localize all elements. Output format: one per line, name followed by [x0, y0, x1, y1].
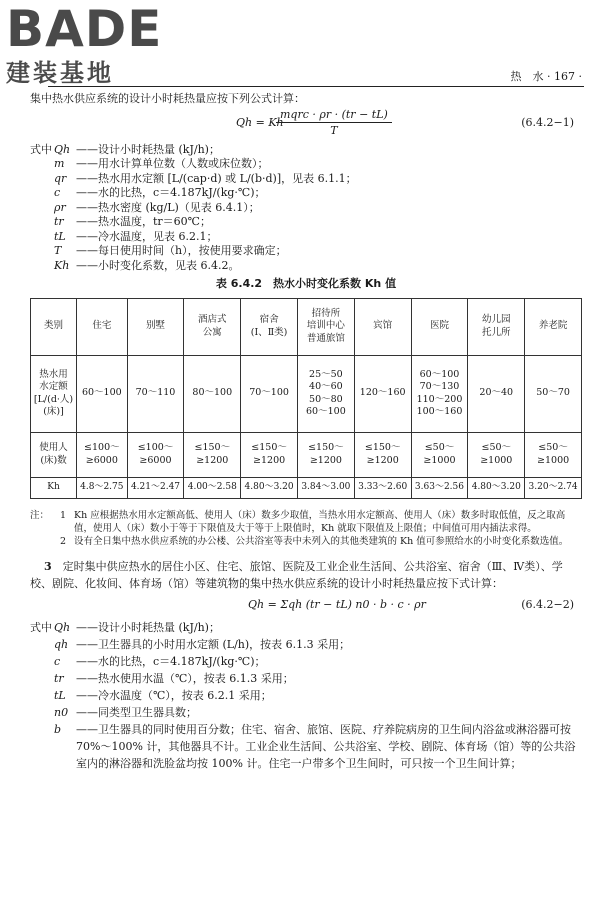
definition-symbol: c: [54, 186, 61, 199]
table-row: [31, 477, 582, 498]
running-header: 热 水 · 167 ·: [510, 70, 582, 83]
definition-lead: [30, 244, 54, 259]
definition-symbol: m: [54, 157, 65, 170]
formula-1: [30, 107, 582, 141]
definition-text: ——用水计算单位数（人数或床位数）；: [76, 157, 269, 170]
table-row-label: 热水用 水定额 [L/(d·人) (床)]: [31, 355, 77, 432]
definition-row: [30, 172, 582, 187]
definition-lead: [30, 157, 54, 172]
table-caption: 表 6.4.2 热水小时变化系数 Kh 值: [215, 277, 397, 290]
definition-row: [30, 215, 582, 230]
formula-1-denominator: T: [330, 123, 338, 137]
page-content: [30, 92, 582, 772]
definition-symbol: ρr: [54, 200, 66, 214]
formula-1-lhs: Qh = Kh: [236, 115, 284, 129]
definition-row: [30, 230, 582, 245]
definition-row: [30, 653, 582, 670]
definitions-2: [30, 619, 582, 772]
definition-text: ——冷水温度，见表 6.2.1；: [76, 229, 218, 243]
definitions-1: [30, 143, 582, 274]
table-cell: 3.20～2.74: [525, 477, 582, 498]
logo-mark: BADE: [6, 0, 163, 58]
definition-symbol: n0: [54, 705, 69, 719]
table-cell: ≤150～ ≥1200: [297, 432, 354, 477]
definition-text: ——冷水温度（℃），按表 6.2.1 采用；: [76, 688, 272, 702]
table-cell: 4.8～2.75: [77, 477, 128, 498]
definition-row: [30, 157, 582, 172]
brand-logo: [6, 0, 163, 88]
note-label: [30, 535, 60, 548]
table-cell: ≤50～ ≥1000: [468, 432, 525, 477]
note-item: [30, 509, 582, 535]
definition-lead: [30, 687, 54, 704]
note-number: 2: [60, 535, 67, 547]
definition-row: [30, 186, 582, 201]
table-cell: 4.80～3.20: [241, 477, 298, 498]
definition-text: ——每日使用时间（h），按使用要求确定；: [76, 244, 287, 257]
definition-symbol: Qh: [54, 142, 71, 156]
definition-symbol: Kh: [54, 258, 70, 272]
definition-lead: [30, 653, 54, 670]
table-cell: 60～100 70～130 110～200 100～160: [411, 355, 468, 432]
definition-symbol: c: [54, 654, 61, 668]
definition-lead: [30, 215, 54, 230]
table-cell: 4.00～2.58: [184, 477, 241, 498]
definition-symbol: tr: [54, 671, 64, 685]
logo-subtitle: 建装基地: [6, 59, 114, 87]
definition-text: ——小时变化系数，见表 6.4.2。: [76, 258, 240, 272]
definition-row: [30, 704, 582, 721]
table-cell: 4.21～2.47: [127, 477, 184, 498]
definition-symbol: tL: [54, 688, 66, 702]
definition-text: ——卫生器具的小时用水定额 (L/h)，按表 6.1.3 采用；: [76, 637, 351, 651]
table-cell: 120～160: [354, 355, 411, 432]
definition-row: [30, 244, 582, 259]
definition-symbol: Qh: [54, 620, 71, 634]
definition-symbol: qr: [54, 171, 67, 185]
table-cell: 50～70: [525, 355, 582, 432]
definition-symbol: T: [54, 244, 62, 257]
table-header-cell: 幼儿园 托儿所: [468, 298, 525, 355]
table-header-cell: 招待所 培训中心 普通旅馆: [297, 298, 354, 355]
table-header-cell: 养老院: [525, 298, 582, 355]
definition-lead: [30, 259, 54, 274]
definition-text: ——卫生器具的同时使用百分数；住宅、宿舍、旅馆、医院、疗养院病房的卫生间内浴盆或淋浴器可按 70%～100% 计，其他器具不计。工业企业生活间、公共浴室、学校、剧院、体育场（馆）等的公共浴室内的淋浴器和洗脸盆均按 100% 计。住宅一户带多个卫生间时，可只按一个卫生间计算；: [76, 722, 576, 770]
table-cell: 80～100: [184, 355, 241, 432]
definition-text: ——热水温度，tr＝60℃；: [76, 215, 211, 228]
table-header-cell: 别墅: [127, 298, 184, 355]
table-cell: ≤100～ ≥6000: [77, 432, 128, 477]
table-cell: 60～100: [77, 355, 128, 432]
table-cell: ≤150～ ≥1200: [241, 432, 298, 477]
definition-row: [30, 636, 582, 653]
section-3-number: 3: [44, 559, 52, 573]
definition-text: ——设计小时耗热量 (kJ/h)；: [76, 142, 220, 156]
definition-lead: [30, 186, 54, 201]
definition-text: ——同类型卫生器具数；: [76, 705, 197, 719]
table-row-label: Kh: [31, 477, 77, 498]
note-number: 1: [60, 509, 67, 521]
definition-row: [30, 259, 582, 274]
table-header-cell: 类别: [31, 298, 77, 355]
header-rule: [48, 86, 584, 87]
table-cell: 20～40: [468, 355, 525, 432]
table-header-cell: 宾馆: [354, 298, 411, 355]
definition-text: ——热水密度 (kg/L)（见表 6.4.1）；: [76, 200, 260, 214]
definition-symbol: b: [54, 722, 62, 736]
definition-lead: 式中: [30, 142, 52, 156]
definition-symbol: tr: [54, 215, 64, 228]
definition-text: ——水的比热，c＝4.187kJ/(kg·℃)；: [76, 654, 266, 668]
definition-lead: [30, 201, 54, 216]
table-header-cell: 酒店式 公寓: [184, 298, 241, 355]
definition-lead: [30, 172, 54, 187]
note-text: 设有全日集中热水供应系统的办公楼、公共浴室等表中未列入的其他类建筑的 Kh 值可参照给水的小时变化系数选值。: [74, 535, 569, 547]
definition-lead: [30, 230, 54, 245]
table-cell: ≤100～ ≥6000: [127, 432, 184, 477]
section-3: [30, 558, 582, 592]
section-3-text: 定时集中供应热水的居住小区、住宅、旅馆、医院及工业企业生活间、公共浴室、宿舍（Ⅲ、Ⅳ类）、学校、剧院、化妆间、体育场（馆）等建筑物的集中热水供应系统的设计小时耗热量应按下式计算：: [30, 559, 563, 590]
table-header-cell: 医院: [411, 298, 468, 355]
definition-row: [30, 201, 582, 216]
definition-text: ——热水使用水温（℃），按表 6.1.3 采用；: [76, 671, 294, 685]
table-cell: 3.33～2.60: [354, 477, 411, 498]
definition-row: [30, 619, 582, 636]
kh-table: [30, 298, 582, 499]
definition-lead: [30, 721, 54, 772]
table-cell: 3.84～3.00: [297, 477, 354, 498]
formula-2: [30, 595, 582, 617]
table-header-cell: 宿舍 (Ⅰ、Ⅱ类): [241, 298, 298, 355]
definition-text: ——设计小时耗热量 (kJ/h)；: [76, 620, 220, 634]
table-cell: ≤50～ ≥1000: [525, 432, 582, 477]
formula-2-number: (6.4.2−2): [521, 597, 574, 611]
definition-row: [30, 670, 582, 687]
definition-lead: [30, 636, 54, 653]
table-row-label: 使用人 (床)数: [31, 432, 77, 477]
table-cell: 4.80～3.20: [468, 477, 525, 498]
table-header-row: [31, 298, 582, 355]
formula-1-numerator: mqrc · ρr · (tr − tL): [276, 107, 392, 123]
table-cell: 25～50 40～60 50～80 60～100: [297, 355, 354, 432]
formula-1-fraction: [276, 107, 392, 138]
definition-row: [30, 721, 582, 772]
definition-symbol: tL: [54, 229, 66, 243]
table-cell: ≤150～ ≥1200: [354, 432, 411, 477]
table-notes: [30, 509, 582, 548]
note-label: 注：: [30, 509, 50, 521]
note-item: [30, 535, 582, 548]
formula-1-number: (6.4.2−1): [521, 115, 574, 129]
table-row: [31, 432, 582, 477]
table-cell: ≤50～ ≥1000: [411, 432, 468, 477]
table-cell: ≤150～ ≥1200: [184, 432, 241, 477]
table-cell: 70～110: [127, 355, 184, 432]
definition-row: [30, 143, 582, 158]
table-header-cell: 住宅: [77, 298, 128, 355]
definition-symbol: qh: [54, 637, 69, 651]
definition-text: ——热水用水定额 [L/(cap·d) 或 L/(b·d)]，见表 6.1.1；: [76, 171, 357, 185]
definition-lead: [30, 670, 54, 687]
intro-text: 集中热水供应系统的设计小时耗热量应按下列公式计算：: [30, 92, 305, 105]
definition-lead: 式中: [30, 620, 52, 634]
note-text: Kh 应根据热水用水定额高低、使用人（床）数多少取值，当热水用水定额高、使用人（床）数多时取低值，反之取高值，使用人（床）数小于等于下限值及大于等于上限值时，Kh 就取下限值及上限值；中间值可用内插法求得。: [74, 509, 566, 534]
table-cell: 70～100: [241, 355, 298, 432]
definition-row: [30, 687, 582, 704]
formula-2-body: Qh = Σqh (tr − tL) n0 · b · c · ρr: [248, 597, 426, 611]
table-cell: 3.63～2.56: [411, 477, 468, 498]
definition-lead: [30, 704, 54, 721]
table-row: [31, 355, 582, 432]
definition-text: ——水的比热，c＝4.187kJ/(kg·℃)；: [76, 186, 266, 199]
